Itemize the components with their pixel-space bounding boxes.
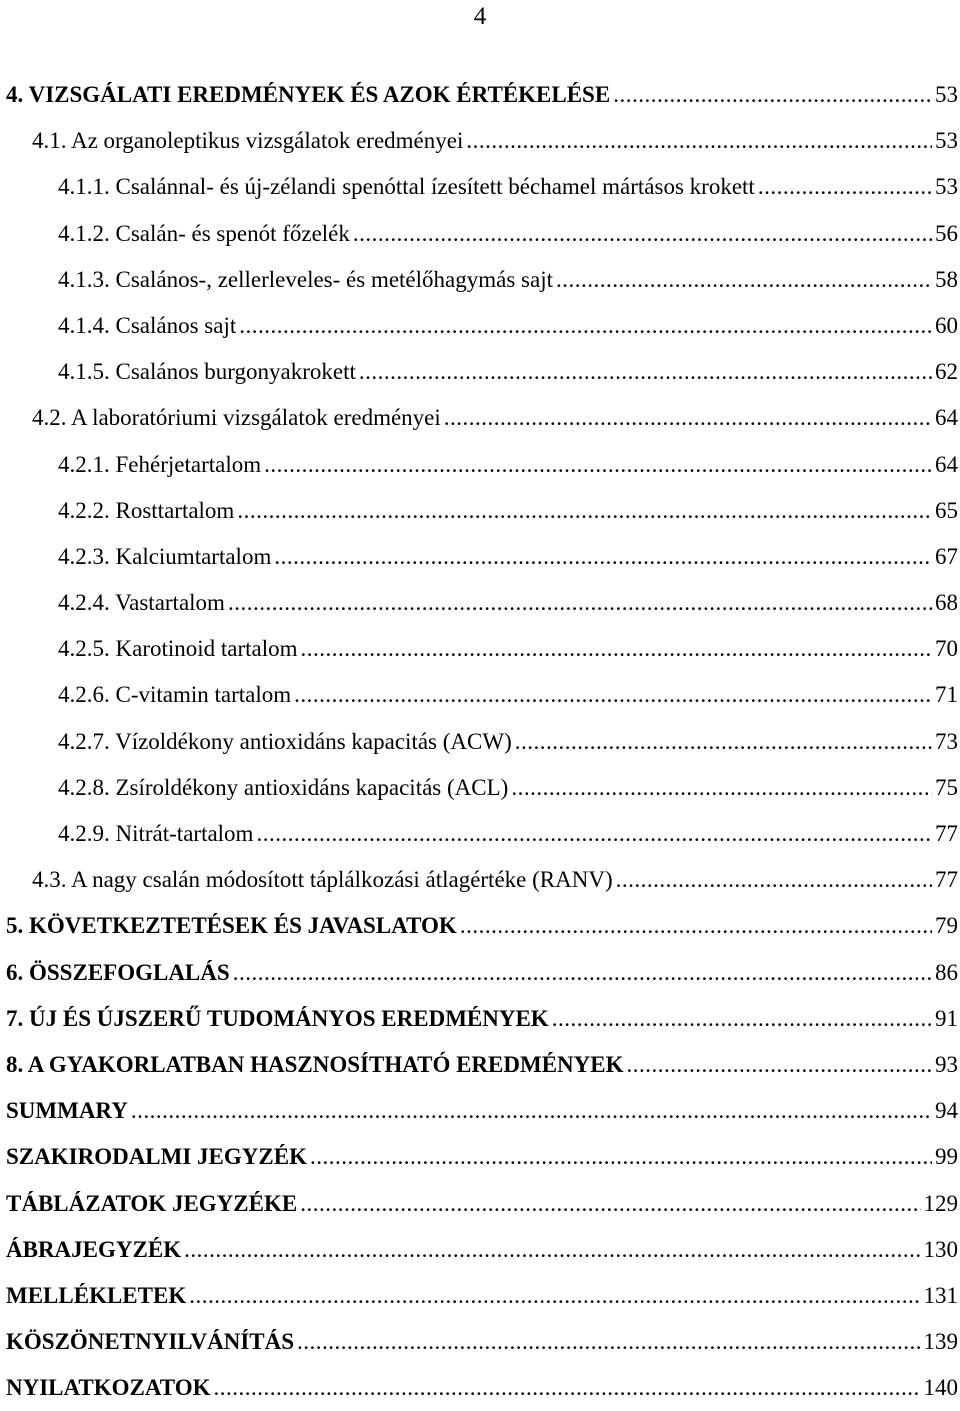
toc-entry-page-number: 130	[923, 1236, 958, 1262]
toc-dot-leader	[300, 1181, 920, 1227]
toc-entry-page-number: 58	[935, 266, 958, 292]
toc-entry-title: 4.1.3. Csalános-, zellerleveles- és metélőhagymás sajt	[58, 266, 553, 292]
toc-entry-title: ÁBRAJEGYZÉK	[6, 1236, 182, 1262]
toc-entry[interactable]	[6, 395, 958, 441]
toc-entry-title: 4.2.1. Fehérjetartalom	[58, 451, 262, 477]
toc-dot-leader	[556, 257, 932, 303]
toc-dot-leader	[613, 72, 932, 118]
toc-entry-page-number: 77	[935, 821, 958, 846]
toc-entry[interactable]	[6, 1319, 958, 1365]
toc-entry[interactable]	[6, 626, 958, 672]
toc-dot-leader	[616, 857, 932, 903]
toc-entry-page-number: 91	[935, 1005, 958, 1031]
toc-dot-leader	[353, 211, 932, 257]
toc-entry[interactable]	[6, 950, 958, 996]
toc-entry-page-number: 73	[935, 728, 958, 754]
toc-entry[interactable]	[6, 211, 958, 257]
toc-dot-leader	[228, 580, 932, 626]
toc-entry[interactable]	[6, 349, 958, 395]
toc-entry-page-number: 99	[935, 1144, 958, 1170]
toc-dot-leader	[297, 1319, 920, 1365]
toc-entry-title: 4.1.5. Csalános burgonyakrokett	[58, 359, 356, 385]
toc-dot-leader	[213, 1365, 920, 1411]
toc-entry-page-number: 53	[935, 128, 958, 154]
toc-entry[interactable]	[6, 903, 958, 949]
toc-entry-page-number: 93	[935, 1051, 958, 1077]
toc-entry-title: 5. KÖVETKEZTETÉSEK ÉS JAVASLATOK	[6, 913, 457, 939]
toc-dot-leader	[274, 534, 932, 580]
toc-dot-leader	[301, 626, 932, 672]
toc-dot-leader	[239, 303, 932, 349]
toc-entry-title: KÖSZÖNETNYILVÁNÍTÁS	[6, 1329, 295, 1355]
toc-entry-title: 4.2. A laboratóriumi vizsgálatok eredményei	[32, 405, 441, 431]
toc-entry[interactable]	[6, 1227, 958, 1273]
toc-entry-title: 4.1.2. Csalán- és spenót főzelék	[58, 220, 350, 246]
toc-entry-title: 4.2.9. Nitrát-tartalom	[58, 821, 254, 846]
toc-entry-title: 7. ÚJ ÉS ÚJSZERŰ TUDOMÁNYOS EREDMÉNYEK	[6, 1005, 549, 1031]
toc-dot-leader	[627, 1042, 933, 1088]
toc-entry-title: 4.2.2. Rosttartalom	[58, 497, 235, 523]
toc-dot-leader	[294, 672, 932, 718]
toc-entry-title: SZAKIRODALMI JEGYZÉK	[6, 1144, 307, 1170]
toc-entry[interactable]	[6, 580, 958, 626]
toc-entry-title: 8. A GYAKORLATBAN HASZNOSÍTHATÓ EREDMÉNYEK	[6, 1051, 624, 1077]
toc-entry-page-number: 53	[935, 82, 958, 107]
toc-entry-page-number: 65	[935, 497, 958, 523]
toc-dot-leader	[511, 765, 932, 811]
toc-entry[interactable]	[6, 1042, 958, 1088]
toc-entry-title: TÁBLÁZATOK JEGYZÉKE	[6, 1190, 298, 1216]
toc-dot-leader	[460, 903, 932, 949]
toc-entry-page-number: 64	[935, 451, 958, 477]
toc-entry-title: 4.2.4. Vastartalom	[58, 590, 225, 616]
toc-entry-page-number: 86	[935, 959, 958, 985]
toc-entry-page-number: 56	[935, 220, 958, 246]
toc-dot-leader	[131, 1088, 932, 1134]
toc-entry-page-number: 94	[935, 1098, 958, 1124]
toc-entry-page-number: 131	[923, 1282, 958, 1308]
toc-entry[interactable]	[6, 1088, 958, 1134]
toc-entry-page-number: 67	[935, 543, 958, 569]
toc-dot-leader	[552, 996, 932, 1042]
toc-entry-title: 4.1.1. Csalánnal- és új-zélandi spenóttal ízesített béchamel mártásos krokett	[58, 174, 755, 200]
toc-entry-title: 4.1.4. Csalános sajt	[58, 312, 237, 338]
toc-entry[interactable]	[6, 672, 958, 718]
toc-entry[interactable]	[6, 72, 958, 118]
toc-entry-title: 4.2.3. Kalciumtartalom	[58, 543, 272, 569]
toc-entry-title: 4.2.6. C-vitamin tartalom	[58, 682, 292, 708]
toc-entry-title: MELLÉKLETEK	[6, 1282, 187, 1308]
toc-entry-page-number: 60	[935, 312, 958, 338]
toc-entry-title: 4.2.7. Vízoldékony antioxidáns kapacitás (ACW)	[58, 728, 512, 754]
toc-entry-page-number: 70	[935, 636, 958, 662]
toc-entry-page-number: 140	[923, 1375, 958, 1401]
toc-entry[interactable]	[6, 118, 958, 164]
toc-entry-title: NYILATKOZATOK	[6, 1375, 211, 1401]
toc-entry-page-number: 79	[935, 913, 958, 939]
toc-entry[interactable]	[6, 1134, 958, 1180]
page-number: 4	[473, 3, 487, 30]
toc-entry-page-number: 129	[923, 1190, 958, 1216]
toc-dot-leader	[515, 719, 932, 765]
toc-dot-leader	[466, 118, 932, 164]
toc-entry-title: 4. VIZSGÁLATI EREDMÉNYEK ÉS AZOK ÉRTÉKELÉSE	[6, 82, 611, 107]
toc-entry-title: 4.2.8. Zsíroldékony antioxidáns kapacitás (ACL)	[58, 774, 509, 800]
toc-entry-page-number: 53	[935, 174, 958, 200]
toc-entry[interactable]	[6, 719, 958, 765]
toc-entry-page-number: 64	[935, 405, 958, 431]
toc-entry[interactable]	[6, 1273, 958, 1319]
toc-entry-page-number: 62	[935, 359, 958, 385]
toc-entry[interactable]	[6, 534, 958, 580]
table-of-contents	[6, 72, 958, 1411]
toc-entry[interactable]	[6, 811, 958, 857]
toc-entry-title: SUMMARY	[6, 1098, 128, 1124]
toc-dot-leader	[758, 164, 932, 210]
toc-dot-leader	[184, 1227, 920, 1273]
toc-entry[interactable]	[6, 1181, 958, 1227]
toc-dot-leader	[359, 349, 932, 395]
toc-entry-page-number: 139	[923, 1329, 958, 1355]
toc-entry[interactable]	[6, 488, 958, 534]
toc-entry-page-number: 68	[935, 590, 958, 616]
toc-dot-leader	[237, 488, 932, 534]
toc-entry[interactable]	[6, 996, 958, 1042]
toc-dot-leader	[233, 950, 932, 996]
toc-entry-title: 4.3. A nagy csalán módosított táplálkozási átlagértéke (RANV)	[32, 867, 613, 893]
toc-dot-leader	[256, 811, 932, 857]
toc-entry[interactable]	[6, 164, 958, 210]
toc-dot-leader	[189, 1273, 920, 1319]
toc-dot-leader	[310, 1134, 932, 1180]
toc-entry-title: 4.2.5. Karotinoid tartalom	[58, 636, 298, 662]
toc-entry[interactable]	[6, 442, 958, 488]
toc-entry[interactable]	[6, 765, 958, 811]
toc-entry-title: 6. ÖSSZEFOGLALÁS	[6, 959, 230, 985]
toc-entry-page-number: 71	[935, 682, 958, 708]
toc-entry-page-number: 75	[935, 774, 958, 800]
toc-entry-title: 4.1. Az organoleptikus vizsgálatok eredményei	[32, 128, 464, 154]
toc-entry[interactable]	[6, 857, 958, 903]
toc-dot-leader	[444, 395, 932, 441]
toc-dot-leader	[264, 442, 932, 488]
toc-entry[interactable]	[6, 1365, 958, 1411]
toc-entry[interactable]	[6, 303, 958, 349]
toc-entry[interactable]	[6, 257, 958, 303]
toc-entry-page-number: 77	[935, 867, 958, 893]
